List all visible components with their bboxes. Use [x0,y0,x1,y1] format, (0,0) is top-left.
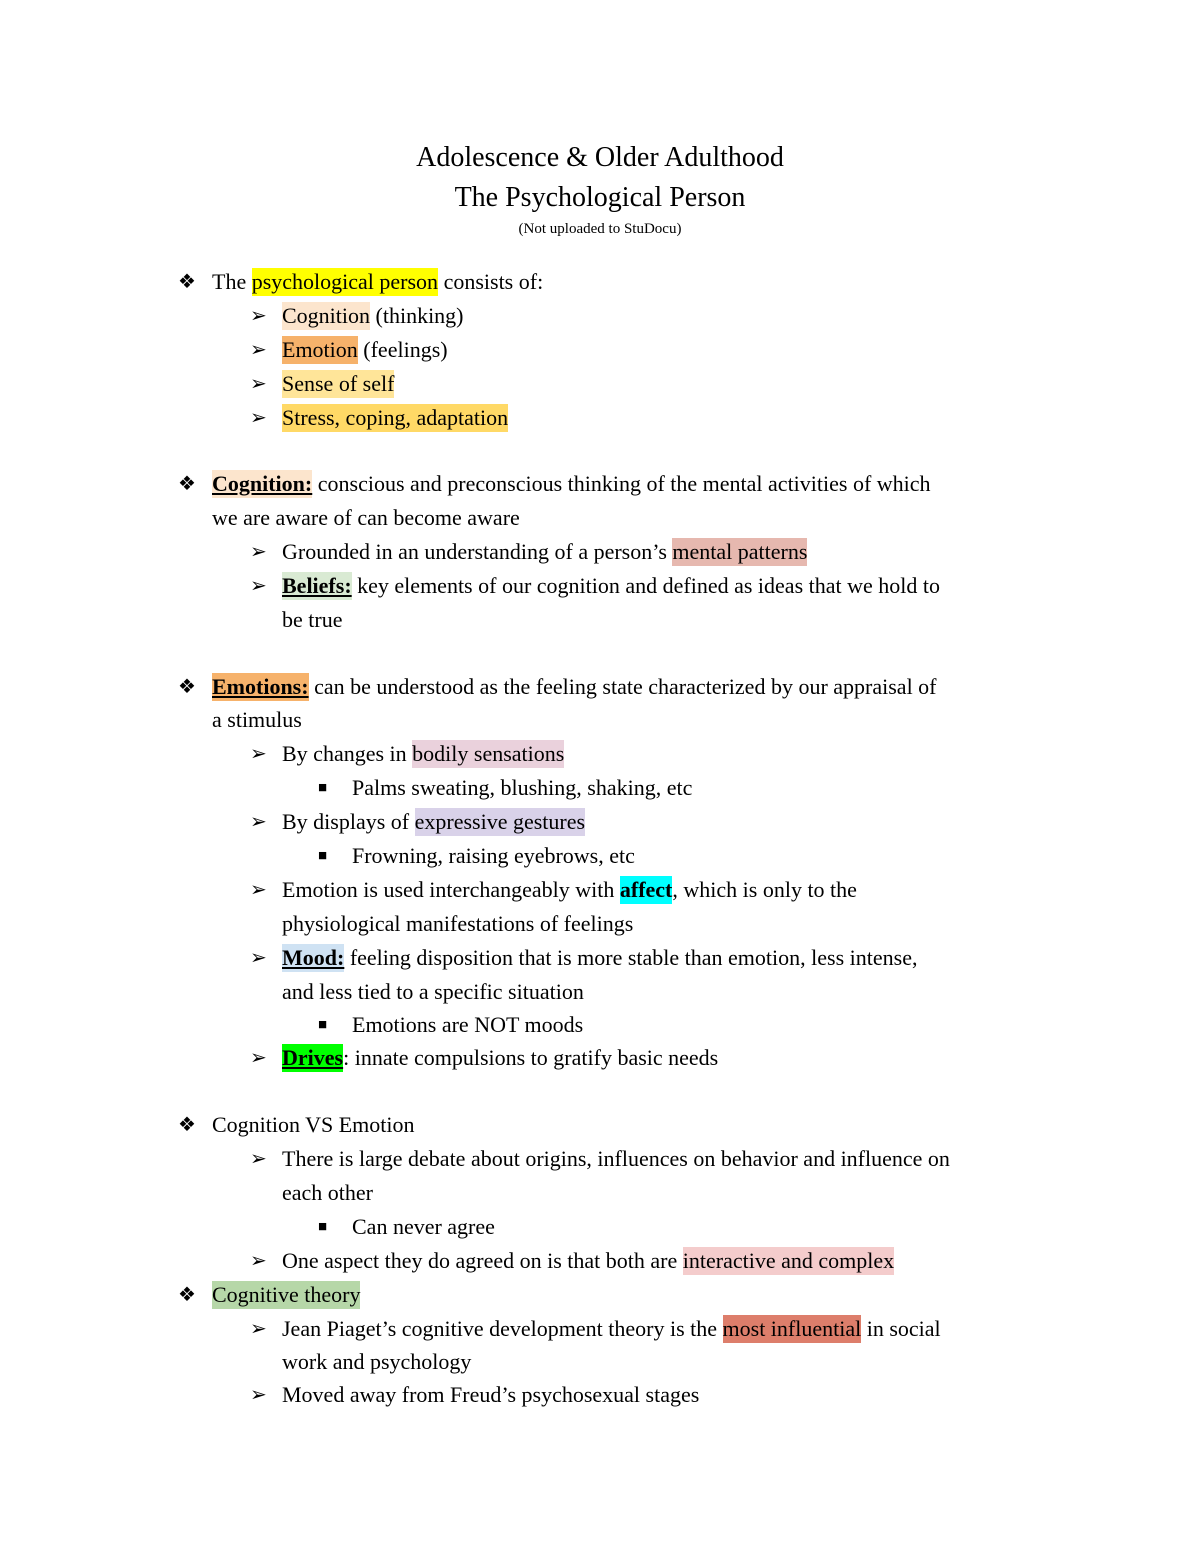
diamond-bullet-icon: ❖ [178,473,196,495]
highlight-most-influential: most influential [722,1316,862,1341]
arrow-bullet-icon: ➢ [250,339,267,361]
arrow-bullet-icon: ➢ [250,541,267,563]
highlight-sense-of-self: Sense of self [282,371,395,396]
psych-person-line [212,268,543,296]
arrow-bullet-icon: ➢ [250,1318,267,1340]
diamond-bullet-icon: ❖ [178,271,196,293]
arrow-bullet-icon: ➢ [250,407,267,429]
piaget-cont: work and psychology [282,1349,472,1374]
arrow-bullet-icon: ➢ [250,1384,267,1406]
term-beliefs: Beliefs: [282,573,352,598]
text: The [212,269,252,294]
square-bullet-icon: ■ [318,780,328,796]
term-emotions: Emotions: [212,674,309,699]
highlight-interactive-complex: interactive and complex [682,1248,895,1273]
highlight-mental-patterns: mental patterns [672,539,808,564]
cognition-vs-emotion-heading: Cognition VS Emotion [212,1112,415,1137]
affect-cont: physiological manifestations of feelings [282,911,634,936]
piaget-line [282,1315,941,1343]
list-item-sense-of-self [282,370,394,398]
debate-example: Can never agree [352,1214,495,1239]
term-drives: Drives [282,1045,344,1070]
arrow-bullet-icon: ➢ [250,811,267,833]
highlight-psychological-person: psychological person [251,269,439,294]
list-item-stress [282,404,508,432]
text: in social [861,1316,941,1341]
mood-cont: and less tied to a specific situation [282,979,584,1004]
text: (thinking) [370,303,464,328]
cognition-definition-cont: we are aware of can become aware [212,505,520,530]
square-bullet-icon: ■ [318,848,328,864]
text: : innate compulsions to gratify basic needs [343,1045,719,1070]
list-item-cognition [282,302,464,330]
highlight-cognitive-theory: Cognitive theory [212,1282,361,1307]
square-bullet-icon: ■ [318,1017,328,1033]
arrow-bullet-icon: ➢ [250,373,267,395]
text: feeling disposition that is more stable than emotion, less intense, [344,945,918,970]
text: can be understood as the feeling state characterized by our appraisal of [308,674,937,699]
text: (feelings) [357,337,448,362]
arrow-bullet-icon: ➢ [250,305,267,327]
text: One aspect they do agreed on is that both are [282,1248,683,1273]
expressive-gestures-example: Frowning, raising eyebrows, etc [352,843,635,868]
freud-line: Moved away from Freud’s psychosexual stages [282,1382,700,1407]
arrow-bullet-icon: ➢ [250,1250,267,1272]
list-item-emotion [282,336,448,364]
highlight-emotion: Emotion [282,337,358,362]
arrow-bullet-icon: ➢ [250,575,267,597]
mental-patterns-line [282,538,807,566]
diamond-bullet-icon: ❖ [178,676,196,698]
beliefs-line [282,572,940,600]
debate-cont: each other [282,1180,373,1205]
square-bullet-icon: ■ [318,1219,328,1235]
arrow-bullet-icon: ➢ [250,1148,267,1170]
diamond-bullet-icon: ❖ [178,1284,196,1306]
emotions-definition-cont: a stimulus [212,707,302,732]
highlight-cognition: Cognition [282,303,371,328]
arrow-bullet-icon: ➢ [250,947,267,969]
document-title: Adolescence & Older Adulthood [416,142,784,173]
document-subtitle: The Psychological Person [454,182,746,213]
text: key elements of our cognition and defined as ideas that we hold to [351,573,940,598]
term-mood: Mood: [282,945,345,970]
arrow-bullet-icon: ➢ [250,1047,267,1069]
bodily-sensations-line [282,740,564,768]
drives-line [282,1044,718,1072]
text: conscious and preconscious thinking of the mental activities of which [312,471,931,496]
highlight-expressive-gestures: expressive gestures [414,809,586,834]
debate-line: There is large debate about origins, influences on behavior and influence on [282,1146,950,1171]
mood-line [282,944,917,972]
highlight-affect: affect [619,877,673,902]
beliefs-cont: be true [282,607,343,632]
emotions-definition-line [212,673,937,701]
text: Grounded in an understanding of a person’s [282,539,673,564]
text: Emotion is used interchangeably with [282,877,620,902]
arrow-bullet-icon: ➢ [250,879,267,901]
text: By displays of [282,809,415,834]
affect-line [282,876,857,904]
text: By changes in [282,741,413,766]
expressive-gestures-line [282,808,585,836]
text: consists of: [438,269,544,294]
diamond-bullet-icon: ❖ [178,1114,196,1136]
cognitive-theory-heading [212,1281,360,1309]
mood-example: Emotions are NOT moods [352,1012,584,1037]
bodily-sensations-example: Palms sweating, blushing, shaking, etc [352,775,693,800]
term-cognition: Cognition: [212,471,313,496]
upload-note: (Not uploaded to StuDocu) [518,221,682,237]
arrow-bullet-icon: ➢ [250,743,267,765]
highlight-stress: Stress, coping, adaptation [282,405,509,430]
agreement-line [282,1247,894,1275]
text: Jean Piaget’s cognitive development theory is the [282,1316,723,1341]
cognition-definition-line [212,470,931,498]
text: , which is only to the [672,877,857,902]
highlight-bodily-sensations: bodily sensations [412,741,565,766]
